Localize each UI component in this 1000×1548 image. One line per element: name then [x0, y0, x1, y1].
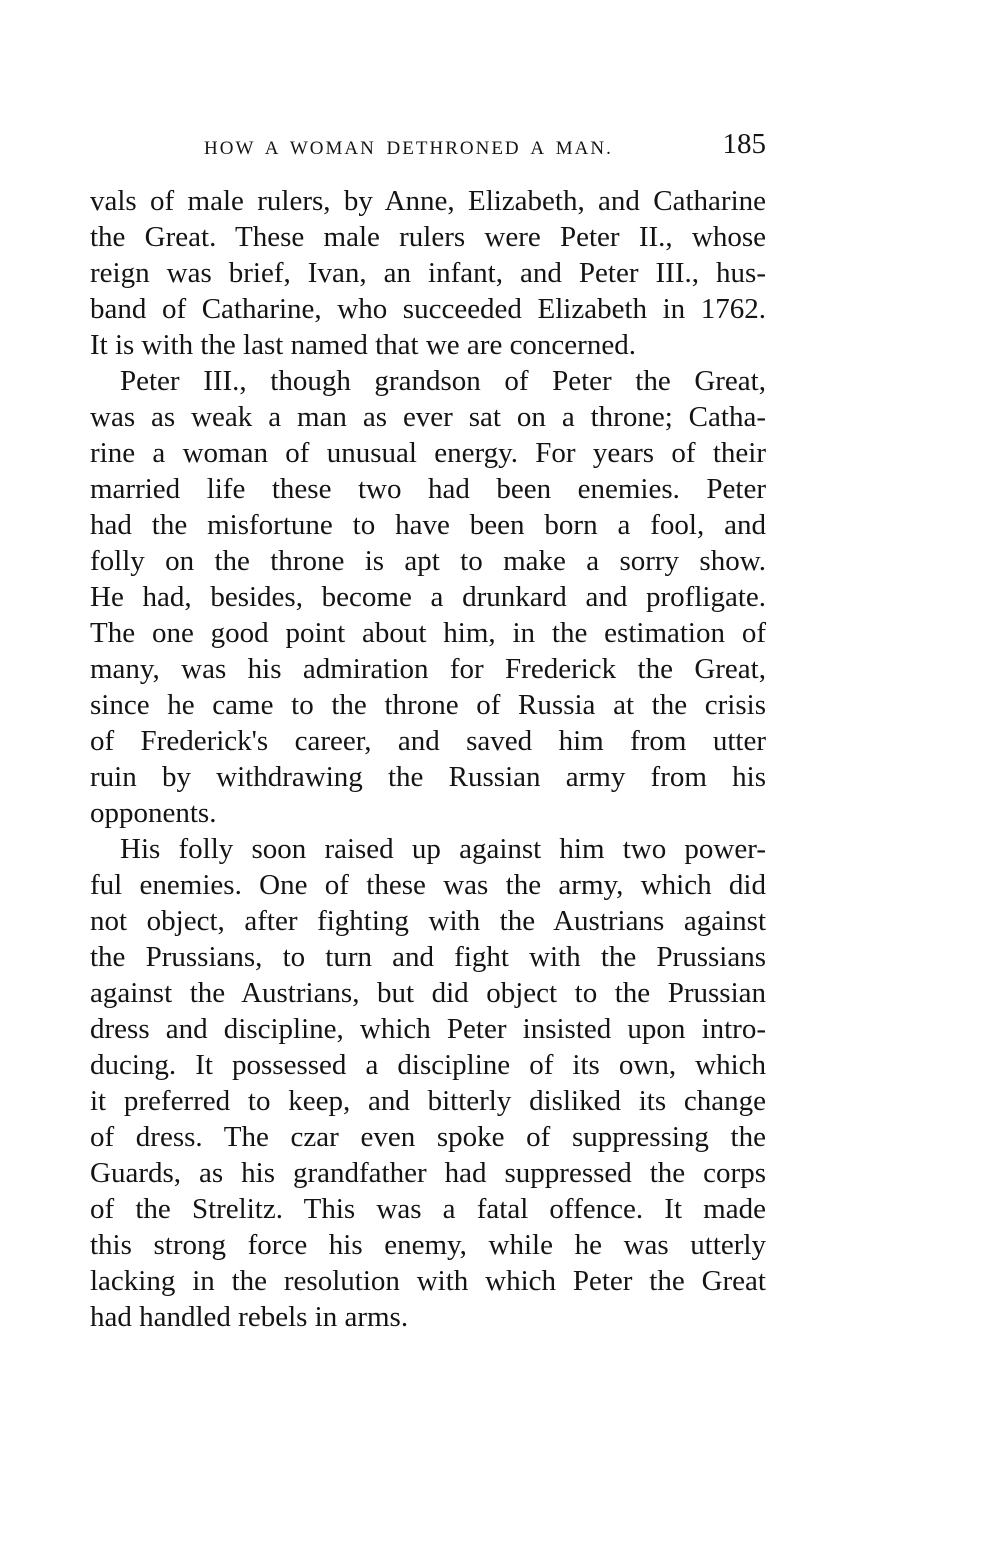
text-line: since he came to the throne of Russia at the crisis	[90, 689, 766, 721]
text-line: ruin by withdrawing the Russian army from his	[90, 761, 766, 793]
text-line: rine a woman of unusual energy. For years of their	[90, 437, 766, 469]
text-line: It is with the last named that we are concerned.	[90, 329, 636, 361]
text-line: many, was his admiration for Frederick the Great,	[90, 653, 766, 685]
text-line: vals of male rulers, by Anne, Elizabeth, and Catharine	[90, 185, 766, 217]
body-text	[90, 183, 766, 1335]
text-line: against the Austrians, but did object to the Prussian	[90, 977, 766, 1009]
text-line: had handled rebels in arms.	[90, 1301, 409, 1333]
text-line: Guards, as his grandfather had suppressed the corps	[90, 1157, 766, 1189]
text-line: reign was brief, Ivan, an infant, and Peter III., hus-	[90, 257, 766, 289]
text-line: folly on the throne is apt to make a sorry show.	[90, 545, 766, 577]
text-line: not object, after fighting with the Austrians against	[90, 905, 766, 937]
text-line: dress and discipline, which Peter insisted upon intro-	[90, 1013, 766, 1045]
text-line: of Frederick's career, and saved him from utter	[90, 725, 766, 757]
text-line: opponents.	[90, 797, 217, 829]
page-number: 185	[722, 128, 766, 160]
text-line: ducing. It possessed a discipline of its own, which	[90, 1049, 766, 1081]
text-line: ful enemies. One of these was the army, which did	[90, 869, 766, 901]
text-line: was as weak a man as ever sat on a throne; Catha-	[90, 401, 766, 433]
text-line: the Great. These male rulers were Peter II., whose	[90, 221, 766, 253]
text-line: His folly soon raised up against him two power-	[120, 833, 766, 865]
text-line: married life these two had been enemies. Peter	[90, 473, 766, 505]
text-line: band of Catharine, who succeeded Elizabeth in 1762.	[90, 293, 766, 325]
page-header	[196, 128, 766, 172]
text-line: Peter III., though grandson of Peter the Great,	[120, 365, 766, 397]
text-line: He had, besides, become a drunkard and profligate.	[90, 581, 766, 613]
text-line: of the Strelitz. This was a fatal offence. It made	[90, 1193, 766, 1225]
text-line: the Prussians, to turn and fight with the Prussians	[90, 941, 766, 973]
text-line: The one good point about him, in the estimation of	[90, 617, 766, 649]
text-line: lacking in the resolution with which Peter the Great	[90, 1265, 766, 1297]
running-head: HOW A WOMAN DETHRONED A MAN.	[204, 138, 613, 159]
text-line: this strong force his enemy, while he was utterly	[90, 1229, 766, 1261]
text-line: of dress. The czar even spoke of suppressing the	[90, 1121, 766, 1153]
text-line: had the misfortune to have been born a fool, and	[90, 509, 766, 541]
text-line: it preferred to keep, and bitterly disliked its change	[90, 1085, 766, 1117]
